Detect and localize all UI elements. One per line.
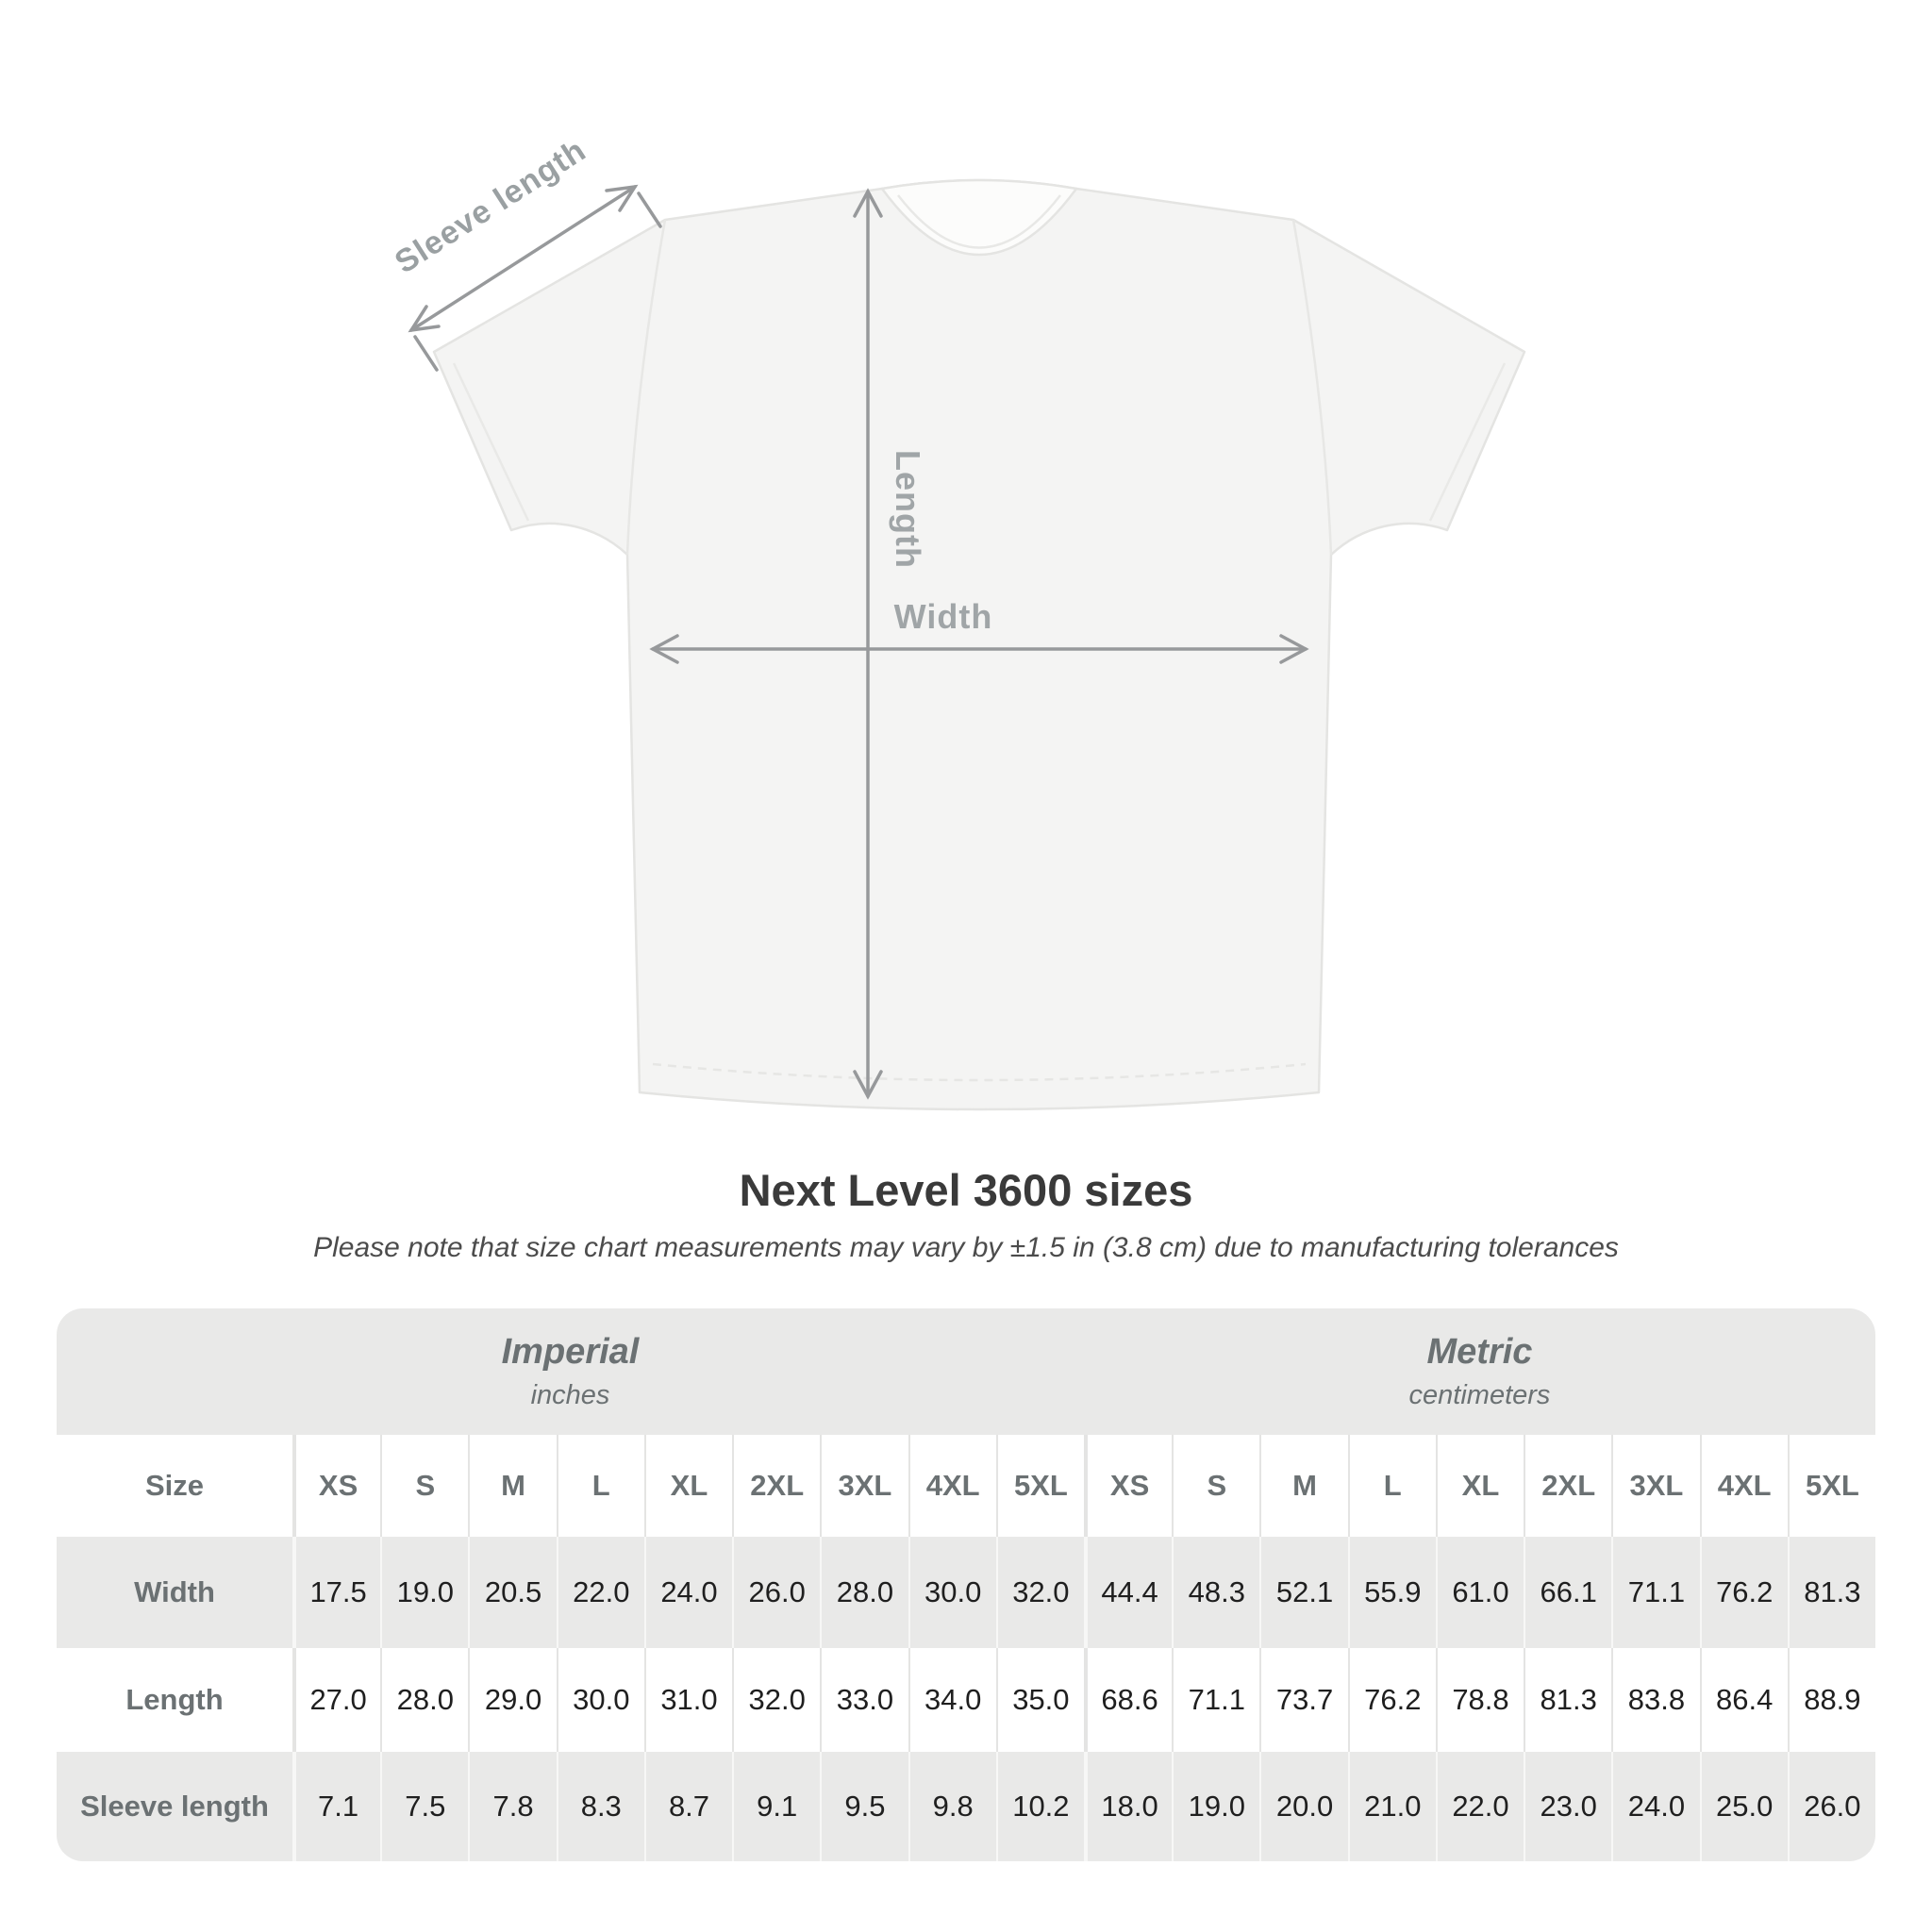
size-header-cell: XL	[644, 1435, 732, 1537]
tshirt-illustration	[434, 180, 1524, 1109]
size-header-cell: XL	[1436, 1435, 1524, 1537]
imperial-section-header	[57, 1308, 1084, 1435]
size-header-cell: L	[1348, 1435, 1436, 1537]
size-table	[57, 1308, 1875, 1861]
size-header-cell: S	[1172, 1435, 1259, 1537]
measurement-cell: 31.0	[644, 1648, 732, 1752]
measurement-cell: 55.9	[1348, 1537, 1436, 1648]
metric-section-header	[1084, 1308, 1875, 1435]
measurement-cell: 17.5	[292, 1537, 380, 1648]
measurement-cell: 52.1	[1259, 1537, 1347, 1648]
measurement-cell: 10.2	[996, 1752, 1084, 1861]
size-header-cell: XS	[292, 1435, 380, 1537]
measurement-cell: 19.0	[380, 1537, 468, 1648]
row-label: Length	[57, 1648, 292, 1752]
page-subtitle: Please note that size chart measurements may vary by ±1.5 in (3.8 cm) due to manufacturing tolerances	[313, 1232, 1619, 1263]
imperial-section-title: Imperial	[501, 1332, 640, 1372]
measurement-cell: 34.0	[908, 1648, 996, 1752]
measurement-cell: 88.9	[1788, 1648, 1875, 1752]
size-header-cell: 4XL	[908, 1435, 996, 1537]
width-label: Width	[893, 597, 993, 636]
measurement-cell: 68.6	[1084, 1648, 1172, 1752]
measurement-cell: 61.0	[1436, 1537, 1524, 1648]
size-header-cell: 3XL	[820, 1435, 908, 1537]
measurement-cell: 66.1	[1524, 1537, 1611, 1648]
measurement-cell: 18.0	[1084, 1752, 1172, 1861]
measurement-cell: 28.0	[820, 1537, 908, 1648]
size-column-header: Size	[57, 1435, 292, 1537]
sleeve-length-label: Sleeve length	[389, 132, 593, 281]
size-header-cell: 5XL	[1788, 1435, 1875, 1537]
size-header-cell: 5XL	[996, 1435, 1084, 1537]
measurement-cell: 32.0	[996, 1537, 1084, 1648]
measurement-cell: 35.0	[996, 1648, 1084, 1752]
measurement-cell: 29.0	[468, 1648, 556, 1752]
metric-section-title: Metric	[1426, 1332, 1533, 1372]
measurement-cell: 32.0	[732, 1648, 820, 1752]
size-header-cell: XS	[1084, 1435, 1172, 1537]
measurement-cell: 76.2	[1700, 1537, 1788, 1648]
measurement-cell: 73.7	[1259, 1648, 1347, 1752]
measurement-cell: 24.0	[644, 1537, 732, 1648]
measurement-cell: 81.3	[1788, 1537, 1875, 1648]
measurement-cell: 19.0	[1172, 1752, 1259, 1861]
measurement-cell: 7.8	[468, 1752, 556, 1861]
measurement-cell: 26.0	[1788, 1752, 1875, 1861]
measurement-cell: 27.0	[292, 1648, 380, 1752]
measurement-cell: 20.0	[1259, 1752, 1347, 1861]
size-header-cell: M	[468, 1435, 556, 1537]
measurement-cell: 83.8	[1611, 1648, 1699, 1752]
size-header-cell: M	[1259, 1435, 1347, 1537]
page-title: Next Level 3600 sizes	[739, 1165, 1193, 1215]
measurement-cell: 28.0	[380, 1648, 468, 1752]
measurement-cell: 71.1	[1611, 1537, 1699, 1648]
measurement-cell: 26.0	[732, 1537, 820, 1648]
title-block	[0, 1163, 1932, 1267]
measurement-cell: 33.0	[820, 1648, 908, 1752]
size-header-cell: 2XL	[1524, 1435, 1611, 1537]
measurement-cell: 20.5	[468, 1537, 556, 1648]
measurement-cell: 78.8	[1436, 1648, 1524, 1752]
measurement-cell: 9.8	[908, 1752, 996, 1861]
measurement-cell: 7.5	[380, 1752, 468, 1861]
measurement-cell: 76.2	[1348, 1648, 1436, 1752]
measurement-cell: 22.0	[1436, 1752, 1524, 1861]
measurement-cell: 71.1	[1172, 1648, 1259, 1752]
measurement-cell: 23.0	[1524, 1752, 1611, 1861]
measurement-cell: 9.1	[732, 1752, 820, 1861]
measurement-cell: 8.3	[557, 1752, 644, 1861]
measurement-cell: 30.0	[557, 1648, 644, 1752]
measurement-cell: 48.3	[1172, 1537, 1259, 1648]
measurement-cell: 24.0	[1611, 1752, 1699, 1861]
measurement-cell: 44.4	[1084, 1537, 1172, 1648]
measurement-cell: 7.1	[292, 1752, 380, 1861]
size-header-cell: L	[557, 1435, 644, 1537]
measurement-cell: 25.0	[1700, 1752, 1788, 1861]
metric-section-unit: centimeters	[1408, 1380, 1551, 1410]
row-label: Width	[57, 1537, 292, 1648]
measurement-cell: 9.5	[820, 1752, 908, 1861]
measurement-cell: 86.4	[1700, 1648, 1788, 1752]
measurement-cell: 22.0	[557, 1537, 644, 1648]
row-label: Sleeve length	[57, 1752, 292, 1861]
measurement-cell: 81.3	[1524, 1648, 1611, 1752]
measurement-cell: 8.7	[644, 1752, 732, 1861]
size-header-cell: 3XL	[1611, 1435, 1699, 1537]
measurement-cell: 30.0	[908, 1537, 996, 1648]
measurement-cell: 21.0	[1348, 1752, 1436, 1861]
imperial-section-unit: inches	[530, 1380, 610, 1410]
size-header-cell: 4XL	[1700, 1435, 1788, 1537]
length-label: Length	[889, 450, 927, 569]
size-header-cell: 2XL	[732, 1435, 820, 1537]
size-header-cell: S	[380, 1435, 468, 1537]
